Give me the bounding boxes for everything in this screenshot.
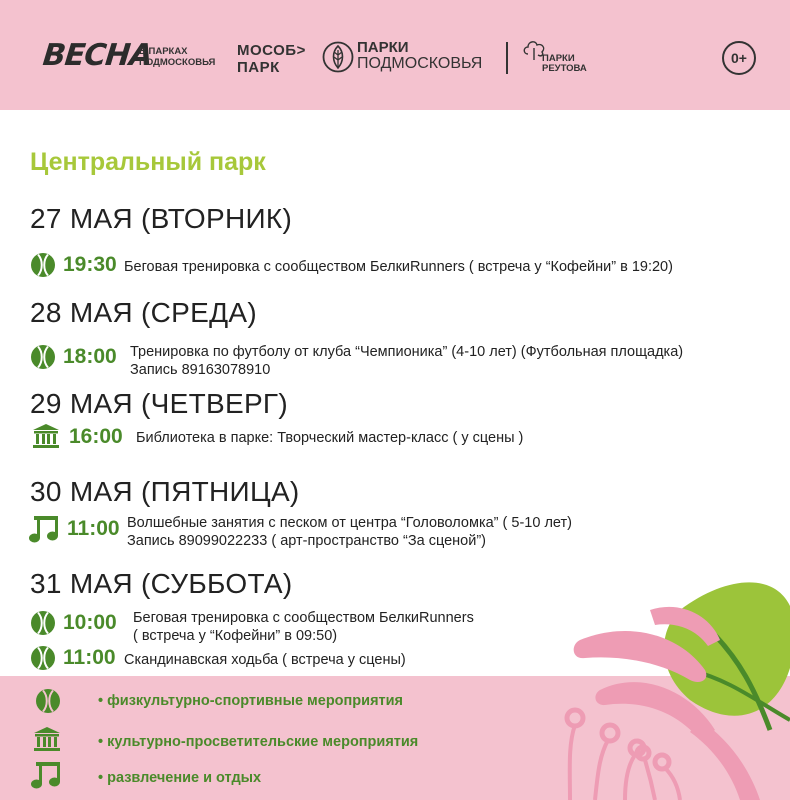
event-time: 16:00	[69, 425, 123, 448]
header-banner	[0, 0, 790, 110]
event-time: 11:00	[67, 517, 120, 540]
event-time: 19:30	[63, 253, 117, 276]
parki-podmoskovya-logo: ПАРКИ ПОДМОСКОВЬЯ	[357, 39, 483, 72]
day-heading: 27 МАЯ (ВТОРНИК)	[30, 203, 293, 234]
park-title: Центральный парк	[30, 148, 266, 176]
museum-icon	[32, 423, 60, 449]
music-note-icon	[28, 514, 60, 544]
day-heading: 29 МАЯ (ЧЕТВЕРГ)	[30, 388, 289, 419]
museum-icon	[33, 726, 61, 752]
tennis-ball-icon	[30, 610, 56, 636]
event-description: Тренировка по футболу от клуба “Чемпионика” (4-10 лет) (Футбольная площадка) Запись 89163078910	[130, 344, 684, 378]
vesna-logo-subtitle: В ПАРКАХ ПОДМОСКОВЬЯ	[139, 46, 216, 68]
day-heading: 30 МАЯ (ПЯТНИЦА)	[30, 476, 300, 507]
logo-divider	[506, 42, 508, 74]
legend-item-leisure: • развлечение и отдых	[98, 770, 262, 786]
event-description: Беговая тренировка с сообществом БелкиRunners ( встреча у “Кофейни” в 09:50)	[133, 610, 474, 644]
legend-item-sport: • физкультурно-спортивные мероприятия	[98, 693, 404, 709]
event-description: Скандинавская ходьба ( встреча у сцены)	[124, 652, 406, 668]
event-time: 18:00	[63, 345, 117, 368]
day-heading: 28 МАЯ (СРЕДА)	[30, 297, 257, 328]
vesna-logo: ВЕСНА	[41, 38, 154, 73]
tennis-ball-icon	[30, 344, 56, 370]
event-description: Библиотека в парке: Творческий мастер-класс ( у сцены )	[136, 430, 524, 446]
music-note-icon	[30, 760, 62, 790]
day-heading: 31 МАЯ (СУББОТА)	[30, 568, 293, 599]
tennis-ball-icon	[35, 688, 61, 714]
age-rating-badge: 0+	[722, 41, 756, 75]
event-description: Беговая тренировка с сообществом БелкиRunners ( встреча у “Кофейни” в 19:20)	[124, 259, 673, 275]
mosobpark-logo: МОСОБ> ПАРК	[237, 42, 306, 76]
decorative-flower-illustration	[540, 570, 790, 800]
event-time: 10:00	[63, 611, 117, 634]
tennis-ball-icon	[30, 252, 56, 278]
tennis-ball-icon	[30, 645, 56, 671]
leaf-circle-icon	[322, 41, 354, 73]
legend-item-culture: • культурно-просветительские мероприятия	[98, 734, 419, 750]
event-description: Волшебные занятия с песком от центра “Головоломка” ( 5-10 лет) Запись 89099022233 ( арт-пространство “За сценой”)	[127, 515, 572, 549]
parki-reutova-logo: ПАРКИ РЕУТОВА	[542, 53, 587, 74]
event-time: 11:00	[63, 646, 116, 669]
